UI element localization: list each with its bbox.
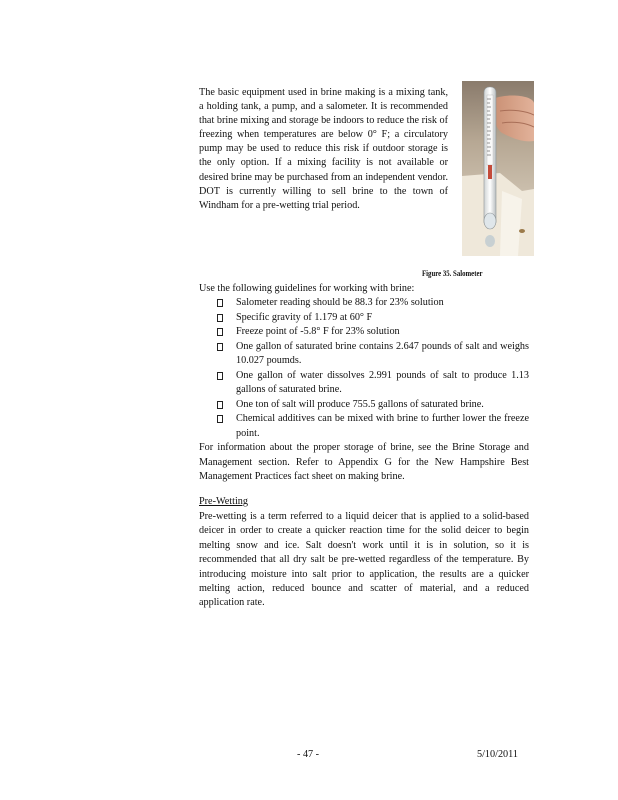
figure-caption: Figure 35. Salometer bbox=[422, 268, 483, 278]
list-item-text: Specific gravity of 1.179 at 60° F bbox=[236, 311, 373, 323]
bullet-marker bbox=[217, 401, 223, 409]
list-item bbox=[199, 412, 529, 441]
bullet-marker bbox=[217, 343, 223, 351]
list-item bbox=[199, 311, 529, 326]
list-item bbox=[199, 398, 529, 413]
page-number: - 47 - bbox=[297, 749, 320, 760]
list-item bbox=[199, 369, 529, 398]
bullet-marker bbox=[217, 328, 223, 336]
bullet-marker bbox=[217, 372, 223, 380]
storage-info-paragraph: For information about the proper storage of brine, see the Brine Storage and Management section. Refer to Appendix G for the New Hampshire Best Management Practices fact sheet on making brine. bbox=[199, 442, 529, 482]
list-item-text: Chemical additives can be mixed with brine to further lower the freeze point. bbox=[236, 413, 529, 439]
bullet-marker bbox=[217, 299, 223, 307]
list-item-text: One gallon of saturated brine contains 2.647 pounds of salt and weighs 10.027 poumds. bbox=[236, 340, 529, 366]
list-item-text: One gallon of water dissolves 2.991 pounds of salt to produce 1.13 gallons of saturated brine. bbox=[236, 369, 529, 395]
salometer-photo bbox=[462, 81, 534, 256]
footer-date: 5/10/2011 bbox=[477, 749, 518, 760]
guidelines-list bbox=[199, 296, 529, 441]
list-item bbox=[199, 296, 529, 311]
bullet-marker bbox=[217, 415, 223, 423]
list-item bbox=[199, 325, 529, 340]
list-item bbox=[199, 340, 529, 369]
list-item-text: Salometer reading should be 88.3 for 23% solution bbox=[236, 297, 444, 308]
list-item-text: Freeze point of -5.8° F for 23% solution bbox=[236, 326, 400, 337]
bullet-marker bbox=[217, 314, 223, 322]
section-heading-prewetting: Pre-Wetting bbox=[199, 496, 248, 507]
list-item-text: One ton of salt will produce 755.5 gallons of saturated brine. bbox=[236, 398, 484, 410]
guidelines-lead: Use the following guidelines for working with brine: bbox=[199, 283, 415, 294]
prewetting-paragraph: Pre-wetting is a term referred to a liquid deicer that is applied to a solid-based deicer in order to create a quicker reaction time for the solid deicer to begin melting snow and ice. Salt doesn't work until it is in solution, so it is recommended that all dry salt be pre-wetted regardless of the temperature. By introducing moisture into salt prior to application, the results are a quicker melting action, reduced bounce and scatter of material, and a reduced application rate. bbox=[199, 511, 529, 609]
intro-paragraph: The basic equipment used in brine making is a mixing tank, a holding tank, a pump, and a salometer. It is recommended that brine mixing and storage be indoors to reduce the risk of freezing when temperatures are below 0° F; a circulatory pump may be used to reduce this risk if outdoor storage is the only option. If a mixing facility is not available or desired brine may be purchased from an independent vendor. DOT is currently willing to sell brine to the town of Windham for a pre-wetting trial period. bbox=[199, 87, 448, 211]
